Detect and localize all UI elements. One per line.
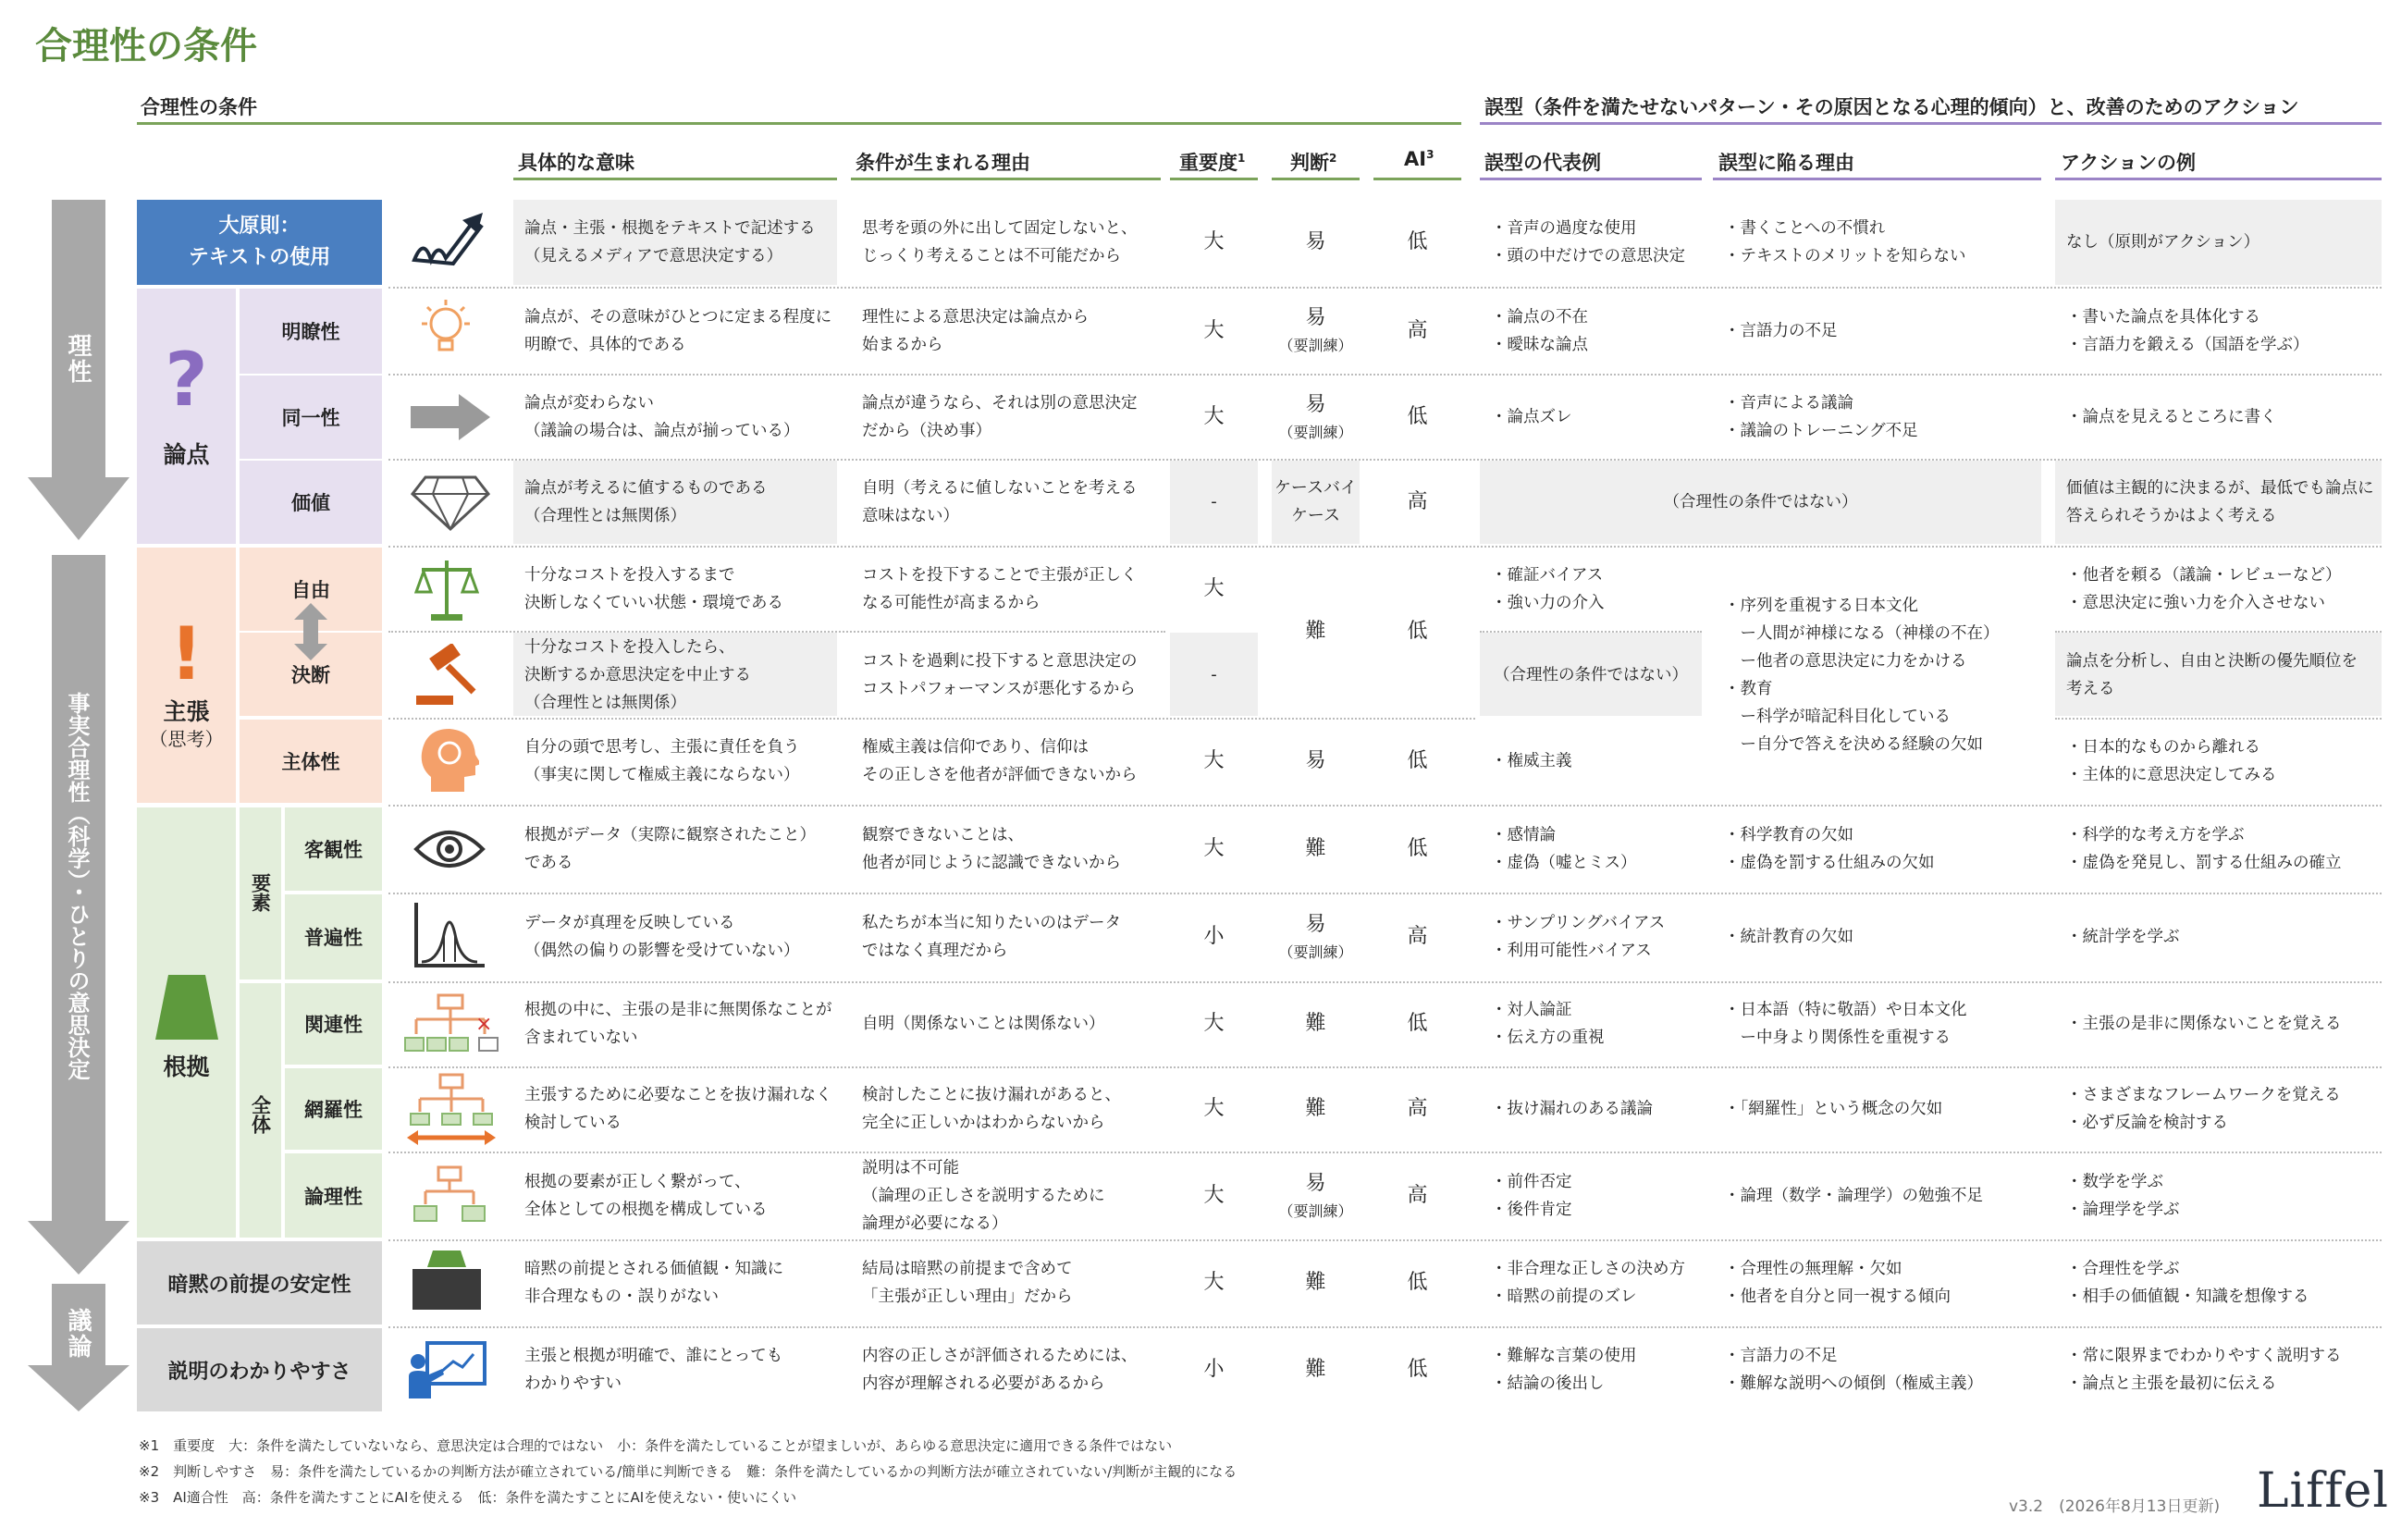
row6-reason: 権威主義は信仰であり、信仰は その正しさを他者が評価できないから (862, 738, 1138, 784)
category-claim-sub: （思考） (149, 727, 224, 750)
header-example-line (1480, 178, 1702, 180)
row8-cause: ・統計教育の欠如 (1724, 928, 1853, 946)
header-importance-sup: 1 (1237, 152, 1246, 165)
footnote-1: ※1 重要度 大：条件を満たしていないなら、意思決定は合理的ではない 小：条件を満たしていることが望ましいが、あらゆる意思決定に適用できる条件ではない (139, 1437, 1173, 1454)
row13-reason: 内容の正しさが評価されるためには、 内容が理解される必要があるから (862, 1347, 1138, 1393)
row8-ai: 高 (1407, 925, 1428, 948)
row4-example: ・確証バイアス ・強い力の介入 (1491, 566, 1605, 612)
row8-judge-sub: （要訓練） (1278, 942, 1353, 961)
category-issue-label: 論点 (163, 441, 210, 468)
row7-meaning: 根拠がデータ（実際に観察されたこと） である (524, 826, 816, 872)
version-label: v3.2 (2026年8月13日更新) (2009, 1497, 2221, 1516)
row12-reason: 結局は暗黙の前提まで含めて 「主張が正しい理由」だから (862, 1260, 1073, 1306)
row10-action: ・さまざまなフレームワークを覚える ・必ず反論を検討する (2066, 1086, 2341, 1132)
row10-meaning: 主張するために必要なことを抜け漏れなく 検討している (524, 1086, 832, 1132)
row0-cause: ・書くことへの不慣れ ・テキストのメリットを知らない (1724, 219, 1966, 265)
row8-reason: 私たちが本当に知りたいのはデータ ではなく真理だから (862, 914, 1121, 960)
row10-judge: 難 (1305, 1097, 1326, 1120)
row2-action: ・論点を見えるところに書く (2066, 408, 2277, 426)
row1-ai: 高 (1407, 319, 1428, 342)
row4-meaning: 十分なコストを投入するまで 決断しなくていい状態・環境である (524, 566, 783, 612)
row6-importance: 大 (1203, 749, 1225, 772)
section-right-title: 誤型（条件を満たせないパターン・その原因となる心理的傾向）と、改善のためのアクション (1484, 96, 2299, 118)
row0-ai: 低 (1407, 230, 1428, 253)
row12-judge: 難 (1305, 1271, 1326, 1294)
row-name-logic: 論理性 (285, 1153, 382, 1238)
liffel-logo: Liffel (2257, 1463, 2390, 1519)
row11-reason: 説明は不可能 （論理の正しさを説明するために 論理が必要になる） (862, 1158, 1105, 1233)
row-name-freedom: 自由 (240, 548, 382, 631)
header-ai (1404, 148, 1434, 170)
row9-judge: 難 (1305, 1012, 1326, 1035)
header-action-line (2055, 178, 2382, 180)
row4-ai: 低 (1407, 620, 1428, 643)
arrow-debate-label: 議論 (64, 1308, 92, 1360)
row2-ai: 低 (1407, 405, 1428, 428)
row-name-universality: 普遍性 (285, 894, 382, 979)
row1-importance: 大 (1203, 319, 1225, 342)
header-judge-line (1272, 178, 1360, 180)
row12-cause: ・合理性の無理解・欠如 ・他者を自分と同一視する傾向 (1724, 1260, 1951, 1306)
header-importance-line (1170, 178, 1258, 180)
header-importance-text: 重要度 (1179, 152, 1237, 174)
row7-cause: ・科学教育の欠如 ・虚偽を罰する仕組みの欠如 (1724, 826, 1935, 872)
row12-meaning: 暗黙の前提とされる価値観・知識に 非合理なもの・誤りがない (524, 1260, 783, 1306)
row5-action: 論点を分析し、自由と決断の優先順位を 考える (2066, 652, 2358, 698)
row13-ai: 低 (1407, 1358, 1428, 1381)
row9-cause: ・日本語（特に敬語）や日本文化 ー中身より関係性を重視する (1724, 1001, 1967, 1047)
row10-example: ・抜け漏れのある議論 (1491, 1100, 1653, 1118)
header-reason-line (851, 178, 1161, 180)
row4-importance: 大 (1203, 577, 1225, 600)
row2-importance: 大 (1203, 405, 1225, 428)
row7-action: ・科学的な考え方を学ぶ ・虚偽を発見し、罰する仕組みの確立 (2066, 826, 2342, 872)
row-name-objectivity: 客観性 (285, 807, 382, 891)
tree-coverage-icon (407, 1073, 496, 1147)
foundation-icon (407, 1249, 486, 1313)
row3-reason: 自明（考えるに値しないことを考える 意味はない） (862, 479, 1138, 525)
row1-action: ・書いた論点を具体化する ・言語力を鍛える（国語を学ぶ） (2066, 308, 2309, 354)
row12-action: ・合理性を学ぶ ・相手の価値観・知識を想像する (2066, 1260, 2309, 1306)
row6-meaning: 自分の頭で思考し、主張に責任を負う （事実に関して権威主義にならない） (524, 738, 800, 784)
category-claim-label: 主張 (163, 698, 210, 725)
row13-judge: 難 (1305, 1358, 1326, 1381)
row3-meaning: 論点が考えるに値するものである （合理性とは無関係） (524, 479, 768, 525)
presentation-icon (407, 1339, 488, 1400)
row13-action: ・常に限界までわかりやすく説明する ・論点と主張を最初に伝える (2066, 1347, 2342, 1393)
header-reason: 条件が生まれる理由 (856, 152, 1030, 174)
footnote-2: ※2 判断しやすさ 易：条件を満たしているかの判断方法が確立されている/簡単に判断できる 難：条件を満たしているかの判断方法が確立されていない/判断が主観的になる (139, 1463, 1237, 1480)
row0-meaning: 論点・主張・根拠をテキストで記述する （見えるメディアで意思決定する） (524, 219, 816, 265)
row-name-value: 価値 (240, 461, 382, 544)
row3-judge: ケースバイ ケース (1274, 478, 1358, 525)
footnote-3: ※3 AI適合性 高：条件を満たすことにAIを使える 低：条件を満たすことにAIを使えない・使いにくい (139, 1489, 797, 1506)
row3-example: （合理性の条件ではない） (1663, 493, 1858, 511)
row7-example: ・感情論 ・虚偽（嘘とミス） (1491, 826, 1637, 872)
row6-action: ・日本的なものから離れる ・主体的に意思決定してみる (2066, 738, 2277, 784)
row8-meaning: データが真理を反映している （偶然の偏りの影響を受けていない） (524, 914, 800, 960)
row3-importance: - (1211, 492, 1217, 511)
row7-ai: 低 (1407, 837, 1428, 860)
row9-reason: 自明（関係ないことは関係ない） (862, 1015, 1105, 1033)
scales-icon (414, 557, 479, 623)
trapezoid-icon (155, 975, 218, 1040)
row9-action: ・主張の是非に関係ないことを覚える (2066, 1015, 2342, 1033)
row-name-coverage: 網羅性 (285, 1068, 382, 1150)
row10-reason: 検討したことに抜け漏れがあると、 完全に正しいかはわからないから (862, 1086, 1121, 1132)
row11-action: ・数学を学ぶ ・論理学を学ぶ (2066, 1172, 2180, 1219)
row0-example: ・音声の過度な使用 ・頭の中だけでの意思決定 (1491, 219, 1685, 265)
row5-meaning: 十分なコストを投入したら、 決断するか意思決定を中止する （合理性とは無関係） (524, 638, 751, 712)
header-ai-line (1373, 178, 1461, 180)
row-name-identity: 同一性 (240, 376, 382, 459)
row8-importance: 小 (1203, 925, 1225, 948)
header-action: アクションの例 (2061, 152, 2196, 174)
row11-example: ・前件否定 ・後件肯定 (1491, 1172, 1572, 1219)
brain-head-icon (418, 727, 479, 795)
distribution-icon (412, 901, 486, 969)
header-judge-text: 判断 (1290, 152, 1329, 174)
row10-ai: 高 (1407, 1097, 1428, 1120)
row11-ai: 高 (1407, 1183, 1428, 1207)
page-title: 合理性の条件 (35, 25, 257, 68)
row8-judge: 易 (1305, 912, 1326, 936)
header-meaning-line (513, 178, 837, 180)
row12-ai: 低 (1407, 1271, 1428, 1294)
row13-importance: 小 (1203, 1358, 1225, 1381)
row0-importance: 大 (1203, 230, 1225, 253)
header-example: 誤型の代表例 (1484, 152, 1601, 174)
row7-reason: 観察できないことは、 他者が同じように認識できないから (862, 826, 1121, 872)
row11-cause: ・論理（数学・論理学）の勉強不足 (1724, 1186, 1983, 1205)
header-importance (1179, 148, 1245, 176)
arrow-fact-label: 事実合理性（科学）・ひとりの意思決定 (64, 692, 90, 1080)
row5-reason: コストを過剰に投下すると意思決定の コストパフォーマンスが悪化するから (862, 652, 1138, 698)
row6-judge: 易 (1305, 749, 1326, 772)
row8-action: ・統計学を学ぶ (2066, 928, 2180, 946)
row6-example: ・権威主義 (1491, 752, 1572, 770)
category-evidence-label: 根拠 (163, 1053, 210, 1080)
row13-cause: ・言語力の不足 ・難解な説明への傾倒（権威主義） (1724, 1347, 1983, 1393)
row11-importance: 大 (1203, 1183, 1225, 1207)
tree-logic-icon (412, 1165, 486, 1226)
section-left-line (137, 122, 1461, 125)
row2-reason: 論点が違うなら、それは別の意思決定 だから（決め事） (862, 394, 1138, 440)
pen-icon (407, 209, 490, 276)
row7-judge: 難 (1305, 837, 1326, 860)
svg-text:×: × (475, 1013, 493, 1036)
row11-meaning: 根拠の要素が正しく繋がって、 全体としての根拠を構成している (524, 1172, 768, 1219)
section-left-title: 合理性の条件 (141, 96, 257, 118)
row3-action: 価値は主観的に決まるが、最低でも論点に 答えられそうかはよく考える (2066, 479, 2374, 525)
question-icon: ? (165, 336, 208, 423)
double-arrow-icon (294, 603, 327, 660)
row1-judge: 易 (1305, 305, 1326, 329)
row1-cause: ・言語力の不足 (1724, 322, 1838, 340)
header-ai-text: AI (1404, 148, 1427, 170)
row8-example: ・サンプリングバイアス ・利用可能性バイアス (1491, 914, 1666, 960)
row0-judge: 易 (1305, 230, 1326, 253)
row1-meaning: 論点が、その意味がひとつに定まる程度に 明瞭で、具体的である (524, 308, 832, 354)
row10-cause: ・「網羅性」という概念の欠如 (1724, 1100, 1943, 1118)
header-meaning: 具体的な意味 (518, 152, 634, 174)
row-name-relevance: 関連性 (285, 983, 382, 1065)
row2-judge-sub: （要訓練） (1278, 423, 1353, 441)
subcategory-element-label: 要素 (249, 873, 272, 912)
row0-action: なし（原則がアクション） (2066, 233, 2260, 252)
row2-meaning: 論点が変わらない （議論の場合は、論点が揃っている） (524, 394, 800, 440)
row9-ai: 低 (1407, 1012, 1428, 1035)
row9-example: ・対人論証 ・伝え方の重視 (1491, 1001, 1605, 1047)
row1-judge-sub: （要訓練） (1278, 336, 1353, 354)
row4-action: ・他者を頼る（議論・レビューなど） ・意思決定に強い力を介入させない (2066, 566, 2342, 612)
row5-example: （合理性の条件ではない） (1494, 666, 1688, 684)
category-principle: 大原則： テキストの使用 (137, 200, 382, 285)
header-cause-line (1713, 178, 2041, 180)
row12-importance: 大 (1203, 1271, 1225, 1294)
row2-judge: 易 (1305, 392, 1326, 416)
row11-judge: 易 (1305, 1171, 1326, 1195)
row1-reason: 理性による意思決定は論点から 始まるから (862, 308, 1089, 354)
tree-irrelevant-icon (401, 993, 503, 1054)
row3-ai: 高 (1407, 490, 1428, 513)
row5-importance: - (1211, 665, 1217, 684)
row4-cause: ・序列を重視する日本文化 ー人間が神様になる（神様の不在） ー他者の意思決定に力をかける ・教育 ー科学が暗記科目化している ー自分で答えを決める経験の欠如 (1724, 597, 2000, 754)
row7-importance: 大 (1203, 837, 1225, 860)
arrow-reason-label: 理性 (64, 333, 92, 385)
exclamation-icon: ! (169, 613, 203, 696)
row9-meaning: 根拠の中に、主張の是非に無関係なことが 含まれていない (524, 1001, 832, 1047)
row9-importance: 大 (1203, 1012, 1225, 1035)
header-judge-sup: 2 (1329, 152, 1337, 165)
category-premise: 暗黙の前提の安定性 (137, 1241, 382, 1324)
lightbulb-icon (418, 298, 474, 363)
row13-example: ・難解な言葉の使用 ・結論の後出し (1491, 1347, 1637, 1393)
row4-judge: 難 (1305, 620, 1326, 643)
header-cause: 誤型に陥る理由 (1718, 152, 1854, 174)
subcategory-whole-label: 全体 (249, 1095, 272, 1134)
row10-importance: 大 (1203, 1097, 1225, 1120)
header-ai-sup: 3 (1426, 148, 1434, 161)
gavel-icon (412, 644, 483, 708)
row-name-clarity: 明瞭性 (240, 289, 382, 374)
row6-ai: 低 (1407, 749, 1428, 772)
category-clarity: 説明のわかりやすさ (137, 1328, 382, 1411)
row12-example: ・非合理な正しさの決め方 ・暗黙の前提のズレ (1491, 1260, 1685, 1306)
row13-meaning: 主張と根拠が明確で、誰にとっても わかりやすい (524, 1347, 783, 1393)
row0-reason: 思考を頭の外に出して固定しないと、 じっくり考えることは不可能だから (862, 219, 1138, 265)
row-separator (388, 805, 2382, 807)
row2-example: ・論点ズレ (1491, 408, 1572, 426)
row-name-subjectivity: 主体性 (240, 720, 382, 803)
row-name-decision: 決断 (240, 633, 382, 716)
header-judge (1290, 148, 1336, 176)
diamond-icon (411, 474, 490, 533)
section-right-line (1480, 122, 2382, 125)
row1-example: ・論点の不在 ・曖昧な論点 (1491, 308, 1588, 354)
eye-icon (412, 823, 486, 875)
right-arrow-icon (411, 394, 490, 440)
row11-judge-sub: （要訓練） (1278, 1201, 1353, 1220)
row2-cause: ・音声による議論 ・議論のトレーニング不足 (1724, 394, 1918, 440)
row4-reason: コストを投下することで主張が正しく なる可能性が高まるから (862, 566, 1138, 612)
